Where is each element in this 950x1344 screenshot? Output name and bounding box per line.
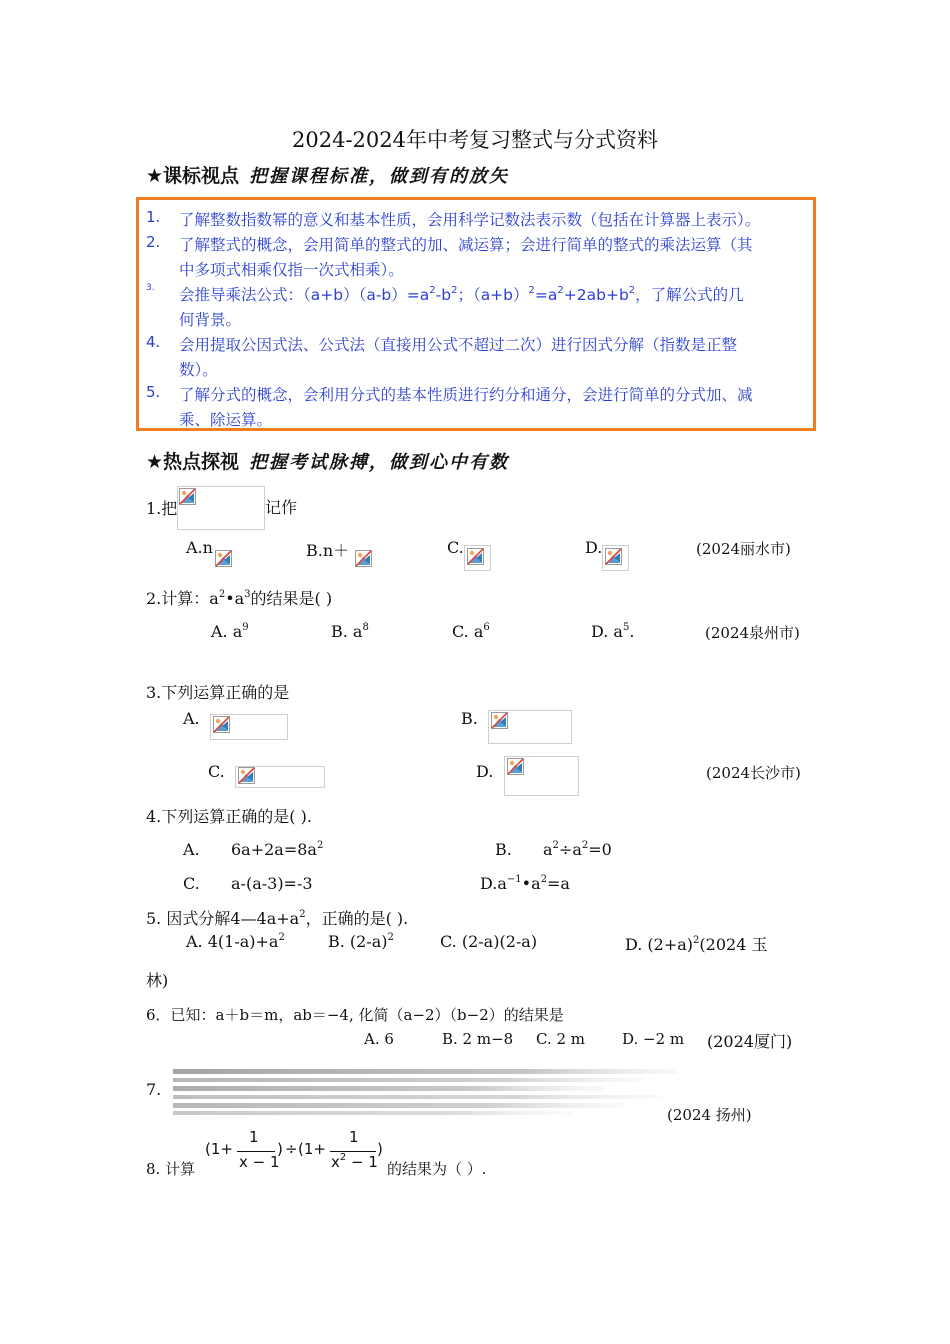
broken-image-icon	[355, 550, 372, 567]
exponent: 3	[244, 589, 251, 600]
q5-source: (2024 玉	[699, 935, 768, 954]
broken-image-icon	[238, 767, 255, 784]
page-title: 2024-2024年中考复习整式与分式资料	[292, 128, 658, 152]
q4-option-text: =a	[547, 874, 570, 893]
objective-text: 中多项式相乘仅指一次式相乘）。	[179, 261, 404, 279]
objective-number: 1.	[146, 208, 161, 226]
formula-text: (1+	[205, 1140, 233, 1158]
q8-formula	[205, 1128, 387, 1176]
q1-source: (2024丽水市)	[696, 540, 791, 558]
objective-text: 会用提取公因式法、公式法（直接用公式不超过二次）进行因式分解（指数是正整	[179, 336, 738, 354]
q4-option-text: a	[543, 840, 553, 859]
objective-text: 乘、除运算。	[179, 411, 273, 429]
exponent: 2	[316, 840, 324, 851]
exponent: 2	[339, 1152, 347, 1163]
q1-option-a: A.n	[186, 538, 213, 557]
broken-image-icon	[605, 548, 622, 565]
q6-source: (2024厦门)	[707, 1032, 793, 1051]
objective-text: 了解分式的概念，会利用分式的基本性质进行约分和通分，会进行简单的分式加、减	[179, 386, 753, 404]
q1-option-c: C.	[447, 538, 464, 557]
exponent: 2	[528, 285, 535, 296]
q6-option-c: C. 2 m	[536, 1030, 586, 1048]
exponent: 2	[552, 840, 559, 851]
q1-prefix: 1.把	[146, 499, 178, 518]
q2-stem	[146, 586, 332, 609]
q4-option-a-label: A.	[183, 840, 200, 859]
fraction-bar	[330, 1151, 376, 1152]
q1-suffix: 记作	[265, 498, 298, 517]
q5-option-text: B. (2-a)	[328, 932, 388, 951]
q4-option-d	[480, 874, 570, 893]
q4-option-b	[543, 840, 612, 859]
section-heading-curriculum	[146, 161, 509, 188]
exponent: 2	[693, 935, 700, 946]
objective-text: 何背景。	[179, 311, 242, 329]
q4-option-text: ÷a	[558, 840, 582, 859]
exponent: 2	[451, 285, 458, 296]
exponent: 9	[242, 622, 249, 633]
broken-image-icon	[491, 712, 508, 729]
q3-stem: 3.下列运算正确的是	[146, 683, 290, 702]
exponent: −1	[506, 874, 522, 885]
blurred-question-image	[173, 1066, 678, 1118]
q4-option-text: D.a	[480, 874, 507, 893]
q2-option-b	[331, 622, 369, 641]
exponent: 2	[557, 285, 564, 296]
q5-text: 5. 因式分解4—4a+a	[146, 909, 300, 928]
q1-option-d: D.	[585, 538, 603, 557]
objective-text: 数）。	[179, 361, 218, 379]
section-heading-hotspots	[146, 447, 509, 474]
formula-text: )	[377, 1140, 383, 1158]
formula-denominator: x − 1	[239, 1153, 280, 1171]
q1-option-b: B.n＋	[306, 541, 350, 560]
objective-number: 3.	[146, 283, 155, 293]
q2-option-text: D. a	[591, 622, 623, 641]
q3-option-c: C.	[208, 762, 225, 781]
q2-option-text: .	[629, 622, 635, 641]
q6-stem: 6．已知：a＋b＝m，ab＝−4, 化简（a−2）（b−2）的结果是	[146, 1006, 564, 1024]
objective-text: -b	[435, 286, 452, 304]
q5-text: ，正确的是( ).	[305, 909, 409, 928]
objective-number: 5.	[146, 383, 161, 401]
section-heading-label: ★热点探视	[146, 451, 240, 473]
q6-option-b: B. 2 m−8	[442, 1030, 514, 1048]
exponent: 2	[628, 285, 636, 296]
formula-text: − 1	[346, 1153, 378, 1171]
objective-number: 2.	[146, 233, 161, 251]
formula-text: (1+	[298, 1140, 326, 1158]
q5-option-a	[186, 932, 285, 951]
objective-text: ；（a+b）	[457, 286, 529, 304]
objective-text: ，了解公式的几	[635, 286, 744, 304]
broken-image-icon	[179, 488, 196, 505]
exponent: 2	[429, 285, 436, 296]
q6-option-d: D. −2 m	[622, 1030, 685, 1048]
formula-denominator	[331, 1153, 378, 1171]
section-heading-label: ★课标视点	[146, 165, 240, 187]
q4-option-text: =0	[588, 840, 612, 859]
q5-source-cont: 林)	[146, 971, 169, 990]
q4-option-b-label: B.	[495, 840, 512, 859]
q4-option-text: •a	[521, 874, 541, 893]
q2-option-text: B. a	[331, 622, 363, 641]
exponent: 2	[218, 589, 226, 600]
objective-text: +2ab+b	[563, 286, 629, 304]
broken-image-icon	[215, 550, 232, 567]
exponent: 2	[387, 932, 394, 943]
objective-number: 4.	[146, 333, 161, 351]
exponent: 5	[622, 622, 630, 633]
broken-image-icon	[213, 716, 230, 733]
q2-option-text: C. a	[452, 622, 484, 641]
objective-text: =a	[534, 286, 558, 304]
exponent: 2	[540, 874, 547, 885]
q8-prefix: 8. 计算	[146, 1160, 196, 1178]
q4-option-c-label: C.	[183, 874, 200, 893]
exponent: 2	[299, 909, 306, 920]
q7-source: (2024 扬州)	[667, 1106, 752, 1124]
exponent: 8	[362, 622, 369, 633]
q3-option-d: D.	[476, 762, 494, 781]
section-heading-sub: 把握考试脉搏，做到心中有数	[249, 452, 510, 473]
objective-text: 会推导乘法公式：（a+b）（a-b）=a	[179, 286, 430, 304]
formula-text: )	[277, 1140, 283, 1158]
q7-number: 7.	[146, 1080, 162, 1099]
formula-numerator: 1	[349, 1128, 359, 1146]
q3-option-a: A.	[183, 709, 200, 728]
q6-option-a: A. 6	[364, 1030, 394, 1048]
objective-text: 了解整数指数幂的意义和基本性质，会用科学记数法表示数（包括在计算器上表示）。	[179, 211, 761, 229]
formula-text: ÷	[285, 1140, 298, 1158]
objective-text: 了解整式的概念，会用简单的整式的加、减运算；会进行简单的整式的乘法运算（其	[179, 236, 753, 254]
exponent: 6	[483, 622, 490, 633]
q4-option-text: 6a+2a=8a	[231, 840, 317, 859]
broken-image-icon	[467, 548, 484, 565]
q2-text: 2.计算：a	[146, 589, 219, 608]
q3-option-b: B.	[461, 709, 478, 728]
q2-option-a	[211, 622, 249, 641]
fraction-bar	[237, 1151, 275, 1152]
q5-option-text: D. (2+a)	[625, 935, 694, 954]
exponent: 2	[581, 840, 589, 851]
objective-formula-line	[179, 283, 744, 305]
formula-numerator: 1	[249, 1128, 259, 1146]
q5-stem	[146, 906, 408, 929]
q5-option-d	[625, 932, 767, 955]
q5-option-text: A. 4(1-a)+a	[186, 932, 279, 951]
q3-source: (2024长沙市)	[706, 764, 801, 782]
q2-option-c	[452, 622, 490, 641]
q5-option-b	[328, 932, 394, 951]
q4-stem: 4.下列运算正确的是( ).	[146, 807, 312, 826]
q5-option-c: C. (2-a)(2-a)	[440, 932, 538, 951]
q4-option-a	[231, 840, 323, 859]
q2-source: (2024泉州市)	[705, 624, 800, 642]
q8-suffix: 的结果为（ ）.	[387, 1160, 487, 1178]
section-heading-sub: 把握课程标准，做到有的放矢	[249, 166, 510, 187]
formula-text: x	[331, 1153, 340, 1171]
exponent: 2	[278, 932, 285, 943]
q2-option-d	[591, 622, 634, 641]
q2-text: 的结果是( )	[250, 589, 333, 608]
q2-text: •a	[225, 589, 245, 608]
q4-option-c: a-(a-3)=-3	[231, 874, 313, 893]
broken-image-icon	[507, 758, 524, 775]
q2-option-text: A. a	[211, 622, 243, 641]
